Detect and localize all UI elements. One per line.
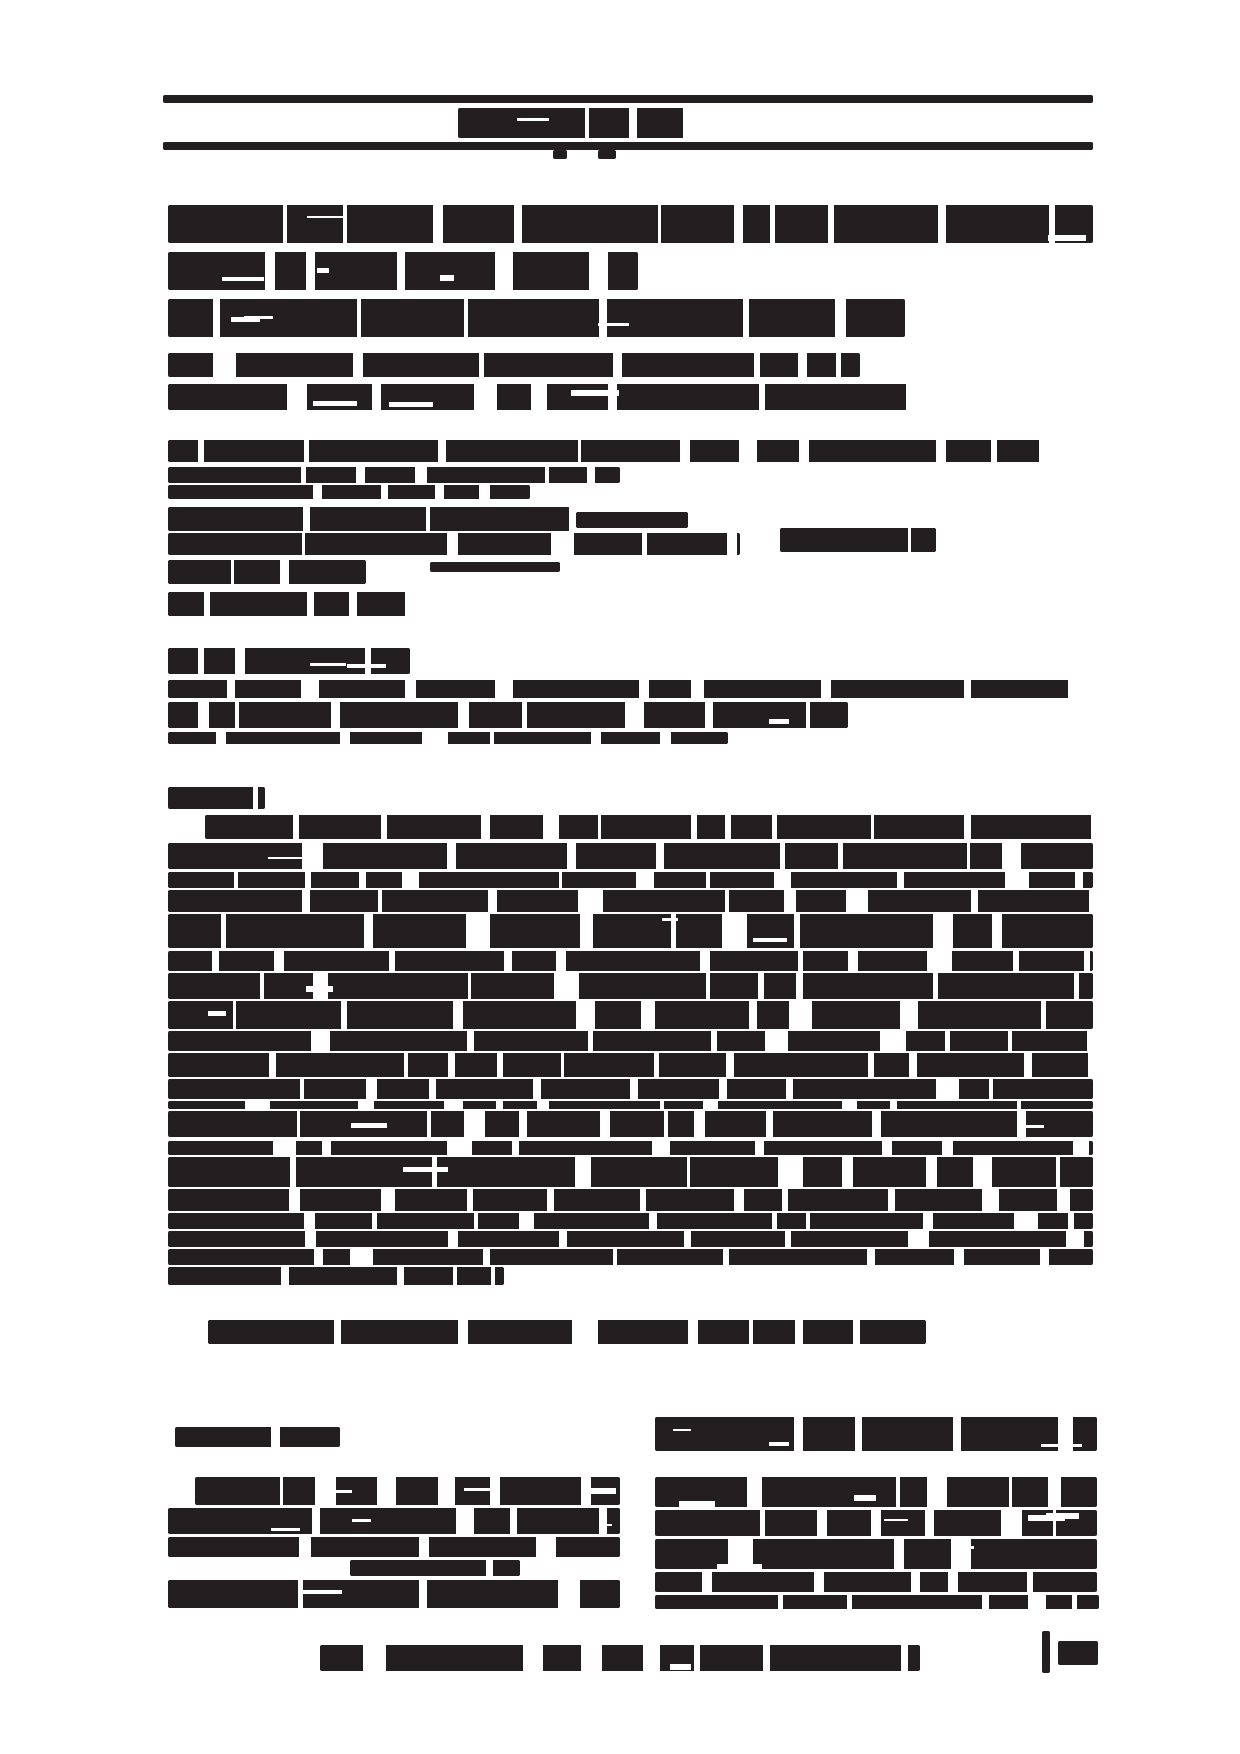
ink-line bbox=[168, 1079, 1093, 1099]
paper-speck bbox=[347, 664, 386, 668]
paper-speck bbox=[769, 1442, 789, 1445]
ink-line bbox=[168, 787, 265, 809]
ink-line bbox=[430, 562, 560, 572]
paper-speck bbox=[313, 401, 357, 407]
paper-speck bbox=[670, 1664, 691, 1670]
ink-line bbox=[168, 353, 860, 377]
paper-speck bbox=[351, 1123, 387, 1128]
ink-line bbox=[168, 205, 1093, 243]
ink-line bbox=[168, 467, 620, 483]
ink-line bbox=[168, 890, 1093, 912]
paper-speck bbox=[302, 1590, 342, 1594]
paper-speck bbox=[884, 1519, 908, 1521]
paper-speck bbox=[753, 938, 788, 941]
paper-speck bbox=[268, 857, 306, 859]
ink-line bbox=[208, 1320, 926, 1344]
ink-line bbox=[205, 815, 1093, 839]
ink-line bbox=[168, 1267, 504, 1285]
ink-line bbox=[168, 592, 410, 616]
ink-line bbox=[168, 1141, 1093, 1155]
paper-speck bbox=[464, 1488, 494, 1491]
paper-speck bbox=[673, 1429, 691, 1431]
ink-line bbox=[168, 1157, 1093, 1187]
ink-line bbox=[168, 299, 905, 337]
paper-speck bbox=[222, 277, 263, 281]
paper-speck bbox=[307, 216, 348, 218]
ink-line bbox=[168, 1053, 1093, 1077]
ink-line bbox=[168, 1231, 1093, 1247]
ink-line bbox=[655, 1417, 1097, 1451]
paper-speck bbox=[662, 918, 677, 921]
ink-line bbox=[168, 1580, 620, 1608]
paper-speck bbox=[1048, 235, 1086, 241]
ink-line bbox=[168, 1001, 1093, 1029]
paper-speck bbox=[954, 1546, 974, 1548]
paper-speck bbox=[317, 268, 329, 273]
paper-speck bbox=[317, 1490, 351, 1493]
paper-speck bbox=[769, 719, 789, 725]
paper-speck bbox=[306, 986, 333, 991]
paper-speck bbox=[571, 390, 618, 396]
ink-line bbox=[655, 1510, 1097, 1536]
paper-speck bbox=[440, 275, 454, 281]
ink-line bbox=[780, 528, 936, 552]
ink-line bbox=[168, 1537, 620, 1557]
ink-line bbox=[195, 1477, 620, 1505]
ink-line bbox=[553, 150, 567, 159]
ink-line bbox=[168, 485, 530, 499]
paper-speck bbox=[271, 1528, 299, 1530]
paper-speck bbox=[601, 1524, 612, 1527]
ink-line bbox=[168, 1101, 1093, 1109]
ink-line bbox=[163, 95, 1093, 103]
paper-speck bbox=[208, 1011, 226, 1016]
ink-line bbox=[168, 914, 1093, 948]
paper-speck bbox=[244, 316, 273, 319]
paper-speck bbox=[1041, 1444, 1082, 1446]
ink-line bbox=[655, 1572, 1097, 1592]
ink-line bbox=[168, 1031, 1093, 1051]
ink-line bbox=[168, 533, 740, 555]
ink-line bbox=[168, 648, 410, 674]
ink-line bbox=[168, 440, 1048, 462]
ink-line bbox=[458, 108, 690, 138]
paper-speck bbox=[717, 1564, 763, 1570]
ink-line bbox=[168, 680, 1093, 698]
paper-speck bbox=[389, 402, 433, 407]
ink-line bbox=[163, 142, 1093, 150]
ink-line bbox=[1042, 1631, 1050, 1673]
ink-line bbox=[168, 252, 638, 290]
ink-line bbox=[168, 702, 848, 728]
ink-line bbox=[168, 560, 366, 584]
paper-speck bbox=[854, 1495, 876, 1501]
ink-line bbox=[168, 872, 1093, 888]
ink-line bbox=[655, 1595, 1099, 1609]
ink-line bbox=[655, 1477, 1097, 1507]
paper-speck bbox=[1046, 1513, 1079, 1519]
paper-speck bbox=[310, 663, 346, 666]
ink-line bbox=[655, 1539, 1097, 1569]
paper-speck bbox=[352, 1519, 370, 1522]
ink-line bbox=[168, 1508, 620, 1534]
paper-speck bbox=[586, 1488, 616, 1494]
ink-line bbox=[168, 1249, 1093, 1265]
ink-line bbox=[576, 512, 688, 528]
paper-speck bbox=[1028, 1515, 1066, 1521]
paper-speck bbox=[403, 1167, 447, 1173]
ink-line bbox=[1058, 1641, 1098, 1665]
ink-line bbox=[320, 1645, 920, 1671]
paper-speck bbox=[1023, 1125, 1044, 1129]
ink-line bbox=[168, 1213, 1093, 1229]
ink-line bbox=[168, 843, 1093, 869]
ink-line bbox=[598, 150, 616, 159]
ink-line bbox=[168, 507, 570, 531]
ink-line bbox=[350, 1560, 520, 1576]
ink-line bbox=[168, 384, 910, 410]
paper-speck bbox=[231, 317, 260, 323]
ink-line bbox=[168, 951, 1093, 971]
paper-speck bbox=[598, 323, 629, 327]
ink-line bbox=[168, 973, 1093, 999]
ink-line bbox=[168, 1111, 1093, 1137]
ink-line bbox=[175, 1427, 340, 1447]
paper-speck bbox=[679, 1501, 715, 1507]
ink-line bbox=[168, 732, 728, 744]
paper-speck bbox=[517, 118, 550, 122]
ink-line bbox=[168, 1189, 1093, 1211]
